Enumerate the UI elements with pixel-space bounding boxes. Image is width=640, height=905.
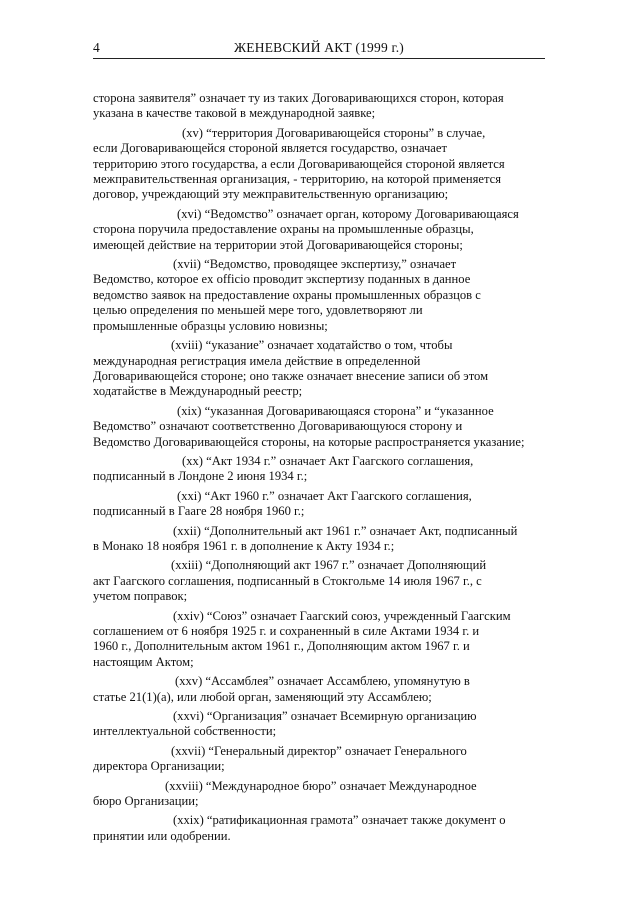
text-line: международная регистрация имела действие в определенной bbox=[93, 353, 421, 368]
text-line: (xv) “территория Договаривающейся стороны” в случае, bbox=[182, 125, 486, 140]
text-line: сторона заявителя” означает ту из таких Договаривающихся сторон, которая bbox=[93, 91, 504, 105]
page-number: 4 bbox=[93, 40, 100, 55]
definition-item bbox=[93, 257, 549, 334]
text-line: (xxvi) “Организация” означает Всемирную организацию bbox=[173, 709, 477, 724]
text-line: ведомство заявок на предоставление охраны промышленных образцов с bbox=[93, 287, 481, 302]
text-line: Договаривающейся стороне; оно также означает внесение записи об этом bbox=[93, 368, 489, 383]
text-line: (xxix) “ратификационная грамота” означает также документ о bbox=[173, 813, 506, 828]
text-line: если Договаривающейся стороной является государство, означает bbox=[93, 141, 447, 156]
text-line: (xx) “Акт 1934 г.” означает Акт Гаагского соглашения, bbox=[182, 453, 474, 468]
text-line: бюро Организации; bbox=[93, 794, 199, 809]
text-line: статье 21(1)(a), или любой орган, заменяющий эту Ассамблею; bbox=[93, 689, 432, 704]
text-line: (xxii) “Дополнительный акт 1961 г.” означает Акт, подписанный bbox=[173, 523, 518, 538]
text-line: 1960 г., Дополнительным актом 1961 г., Дополняющим актом 1967 г. и bbox=[93, 639, 470, 654]
definition-item bbox=[93, 207, 549, 253]
definition-item bbox=[93, 338, 549, 400]
document-body bbox=[93, 91, 549, 848]
text-line: (xxi) “Акт 1960 г.” означает Акт Гаагского соглашения, bbox=[177, 488, 472, 503]
definition-item bbox=[93, 489, 549, 520]
text-line: имеющей действие на территории этой Договаривающейся стороны; bbox=[93, 237, 463, 252]
text-line: настоящим Актом; bbox=[93, 654, 194, 669]
text-line: (xxiii) “Дополняющий акт 1967 г.” означает Дополняющий bbox=[171, 558, 487, 573]
text-line: Ведомство, которое ex officio проводит экспертизу поданных в данное bbox=[93, 272, 471, 287]
definition-item bbox=[93, 779, 549, 810]
text-line: директора Организации; bbox=[93, 759, 225, 774]
text-line: Ведомство” означают соответственно Договаривающуюся сторону и bbox=[93, 419, 463, 434]
text-line: (xxvii) “Генеральный директор” означает Генерального bbox=[171, 743, 467, 758]
text-line: целью определения по меньшей мере того, удовлетворяют ли bbox=[93, 303, 423, 318]
text-line: (xix) “указанная Договаривающаяся сторона” и “указанное bbox=[177, 403, 494, 418]
definition-item bbox=[93, 709, 549, 740]
definition-item bbox=[93, 813, 549, 844]
running-title: ЖЕНЕВСКИЙ АКТ (1999 г.) bbox=[234, 40, 404, 55]
text-line: (xvii) “Ведомство, проводящее экспертизу,” означает bbox=[173, 257, 457, 272]
definition-item bbox=[93, 454, 549, 485]
text-line: (xxiv) “Союз” означает Гаагский союз, учрежденный Гаагским bbox=[173, 608, 511, 623]
text-line: соглашением от 6 ноября 1925 г. и сохраненный в силе Актами 1934 г. и bbox=[93, 624, 480, 638]
definition-item bbox=[93, 744, 549, 775]
page-header bbox=[93, 38, 545, 59]
text-line: подписанный в Лондоне 2 июня 1934 г.; bbox=[93, 469, 308, 484]
text-line: подписанный в Гааге 28 ноября 1960 г.; bbox=[93, 504, 305, 519]
definition-item bbox=[93, 674, 549, 705]
definition-item bbox=[93, 558, 549, 604]
text-line: указана в качестве таковой в международной заявке; bbox=[93, 106, 376, 121]
text-line: учетом поправок; bbox=[93, 589, 188, 604]
text-line: акт Гаагского соглашения, подписанный в Стокгольме 14 июля 1967 г., с bbox=[93, 573, 482, 588]
text-line: договор, учреждающий эту межправительственную организацию; bbox=[93, 187, 449, 202]
text-line: принятии или одобрении. bbox=[93, 828, 231, 843]
text-line: Ведомство Договаривающейся стороны, на которые распространяется указание; bbox=[93, 434, 525, 449]
text-line: в Монако 18 ноября 1961 г. в дополнение к Акту 1934 г.; bbox=[93, 538, 395, 553]
text-line: промышленные образцы условию новизны; bbox=[93, 318, 328, 333]
definition-item bbox=[93, 91, 549, 122]
definition-item bbox=[93, 609, 549, 671]
definition-item bbox=[93, 126, 549, 203]
text-line: (xxv) “Ассамблея” означает Ассамблею, упомянутую в bbox=[175, 674, 470, 689]
text-line: территорию этого государства, а если Договаривающейся стороной является bbox=[93, 156, 505, 171]
text-line: интеллектуальной собственности; bbox=[93, 724, 277, 739]
text-line: (xviii) “указание” означает ходатайство о том, чтобы bbox=[171, 338, 453, 353]
text-line: межправительственная организация, - территорию, на которой применяется bbox=[93, 172, 502, 187]
text-line: (xxviii) “Международное бюро” означает Международное bbox=[165, 778, 477, 793]
definition-item bbox=[93, 404, 549, 450]
text-line: ходатайстве в Международный реестр; bbox=[93, 384, 303, 399]
text-line: (xvi) “Ведомство” означает орган, которому Договаривающаяся bbox=[177, 206, 519, 221]
definition-item bbox=[93, 524, 549, 555]
text-line: сторона поручила предоставление охраны на промышленные образцы, bbox=[93, 222, 474, 237]
